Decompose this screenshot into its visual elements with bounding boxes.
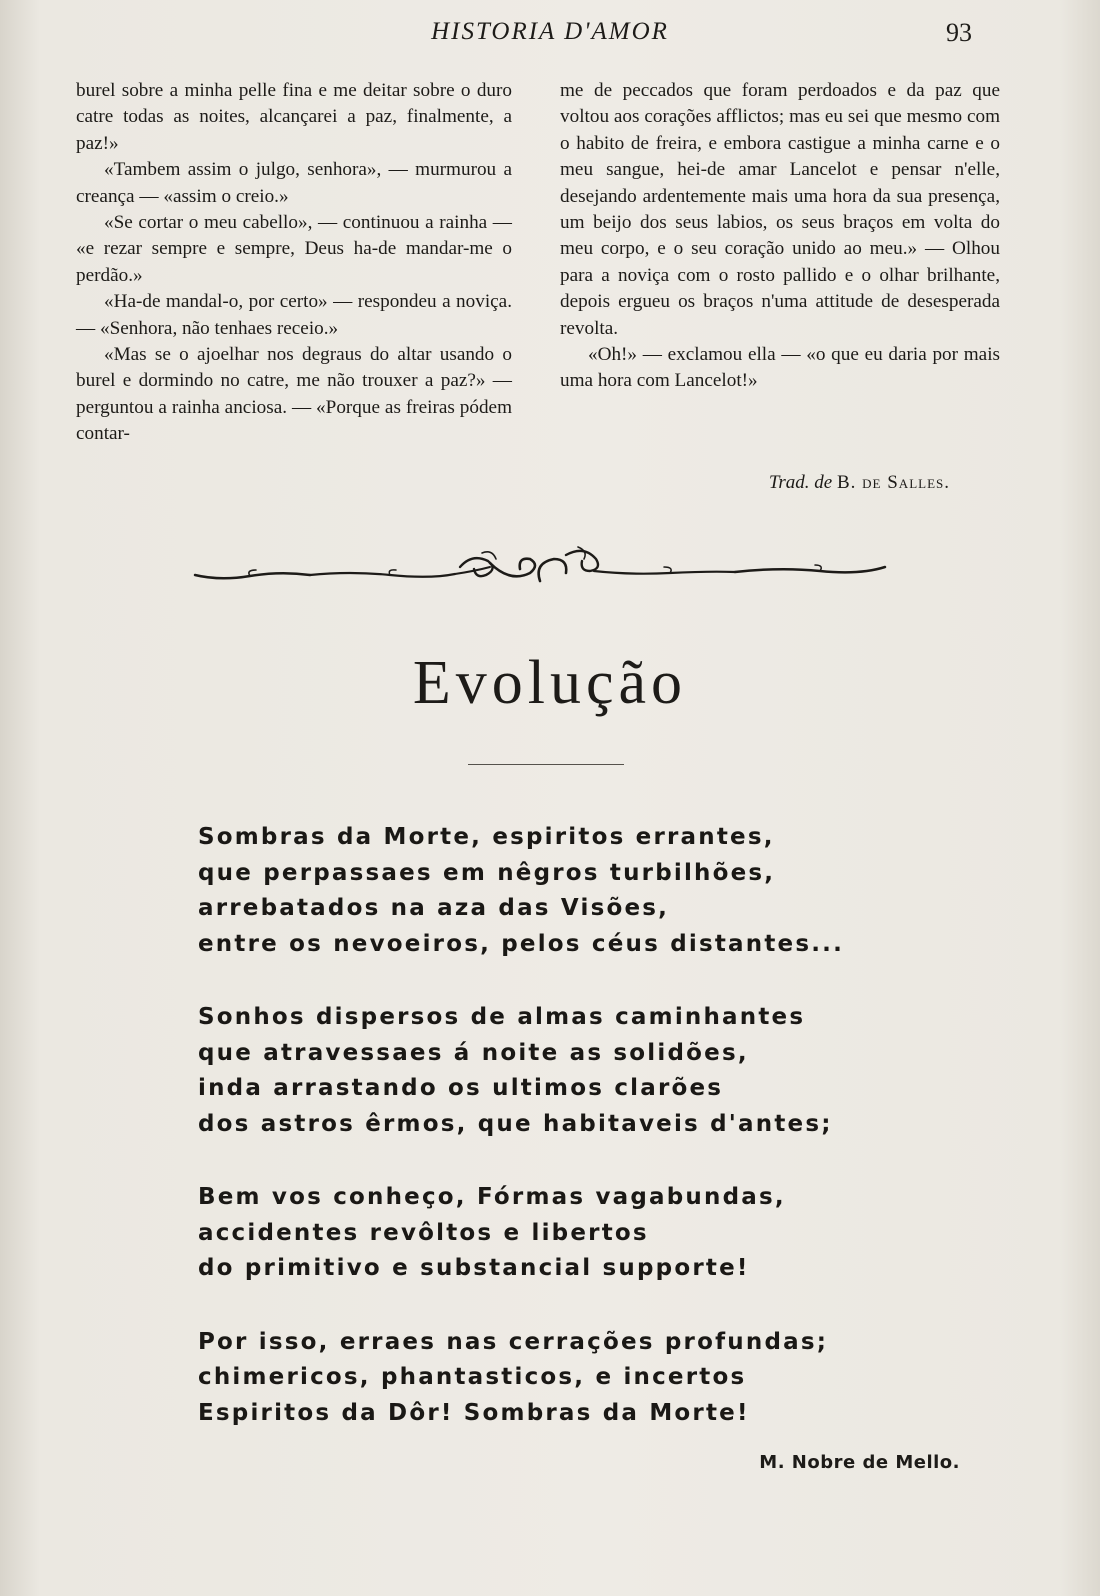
translator-prefix: Trad. de [768,472,833,493]
poem-stanza [198,820,918,962]
paragraph: «Tambem assim o julgo, senhora», — murmurou a creança — «assim o creio.» [76,159,512,207]
poem-line: dos astros êrmos, que habitaveis d'antes; [198,1110,833,1137]
poem-line: chimericos, phantasticos, e incertos [198,1364,747,1390]
poem-title: Evolução [412,649,688,717]
poem-line: accidentes revôltos e libertos [198,1219,649,1246]
poem-stanza [198,1000,918,1142]
poem-line: que atravessaes á noite as solidões, [198,1039,749,1066]
poem-line: Por isso, erraes nas cerrações profundas; [198,1328,829,1355]
paragraph: me de peccados que foram perdoados e da paz que voltou aos corações afflictos; mas eu sei que mesmo com o habito de freira, e embora castigue a minha carne e o meu sangue, hei-de amar Lancelot e pensar n'elle, desejando ardentemente mais uma hora da sua presença, um beijo dos seus labios, os seus braços em volta do meu corpo, e o seu coração unido ao meu.» — Olhou para a noviça com o rosto pallido e o olhar brilhante, depois ergueu os braços n'uma attitude de desesperada revolta. [560,80,1000,339]
decorative-flourish-divider [190,545,890,605]
paragraph: «Ha-de mandal-o, por certo» — respondeu a noviça. — «Senhora, não tenhaes receio.» [76,291,512,339]
poem-line: entre os nevoeiros, pelos céus distantes... [198,930,845,957]
poem-line: Bem vos conheço, Fórmas vagabundas, [198,1184,786,1210]
paragraph: «Se cortar o meu cabello», — continuou a rainha — «e rezar sempre e sempre, Deus ha-de mandar-me o perdão.» [76,212,512,286]
title-rule-divider [468,764,624,765]
poem-line: que perpassaes em nêgros turbilhões, [198,859,776,886]
paragraph: «Oh!» — exclamou ella — «o que eu daria por mais uma hora com Lancelot!» [560,344,1000,392]
paragraph: «Mas se o ajoelhar nos degraus do altar usando o burel e dormindo no catre, me não trouxer a paz?» — perguntou a rainha anciosa. — «Porque as freiras pódem contar- [76,344,512,445]
right-text-column [560,78,1000,395]
page-number: 93 [946,18,972,47]
poem-stanza [198,1180,918,1287]
poem-stanza [198,1325,918,1432]
translator-credit [560,472,950,494]
paragraph: burel sobre a minha pelle fina e me deitar sobre o duro catre todas as noites, alcançarei a paz, finalmente, a paz!» [76,80,512,154]
left-text-column [76,78,512,448]
poem-line: do primitivo e substancial supporte! [198,1255,750,1281]
poem-author: M. Nobre de Mello. [759,1452,960,1473]
poem-line: arrebatados na aza das Visões, [198,895,670,921]
running-title: HISTORIA D'AMOR [431,18,669,45]
translator-name: B. de Salles. [836,472,950,493]
poem-line: Espiritos da Dôr! Sombras da Morte! [198,1399,750,1426]
poem-line: Sombras da Morte, espiritos errantes, [198,824,775,850]
poem-body [198,820,918,1469]
poem-line: inda arrastando os ultimos clarões [198,1075,724,1101]
poem-line: Sonhos dispersos de almas caminhantes [198,1004,806,1030]
